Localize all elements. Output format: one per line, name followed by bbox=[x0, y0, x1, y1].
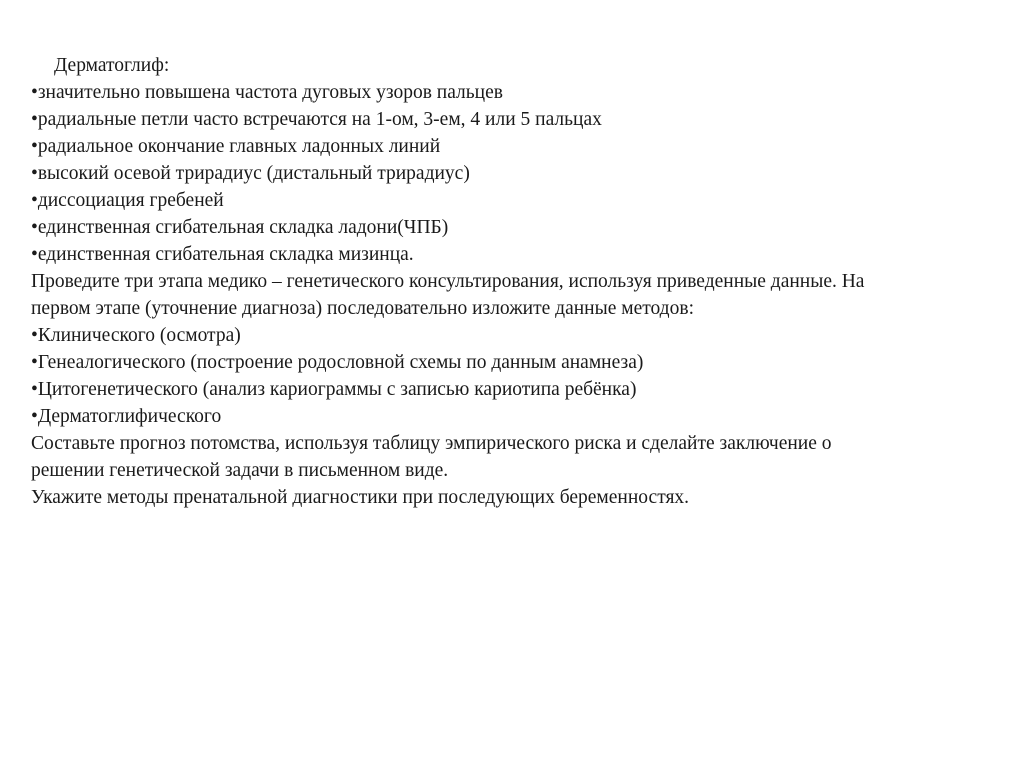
dermatoglyph-item: •диссоциация гребеней bbox=[31, 190, 224, 211]
method-item: •Клинического (осмотра) bbox=[31, 325, 241, 346]
task-instruction-line: Проведите три этапа медико – генетического консультирования, используя приведенные данные. На bbox=[31, 271, 865, 292]
task-instruction-line: первом этапе (уточнение диагноза) последовательно изложите данные методов: bbox=[31, 298, 694, 319]
forecast-instruction-line: Составьте прогноз потомства, используя таблицу эмпирического риска и сделайте заключение о bbox=[31, 433, 832, 454]
method-item: •Дерматоглифического bbox=[31, 406, 222, 427]
method-item: •Генеалогического (построение родословной схемы по данным анамнеза) bbox=[31, 352, 644, 373]
dermatoglyph-item: •единственная сгибательная складка мизинца. bbox=[31, 244, 414, 265]
dermatoglyph-item: •высокий осевой трирадиус (дистальный трирадиус) bbox=[31, 163, 470, 184]
slide-text-block bbox=[31, 52, 1001, 511]
dermatoglyph-item: •радиальные петли часто встречаются на 1-ом, 3-ем, 4 или 5 пальцах bbox=[31, 109, 602, 130]
method-item: •Цитогенетического (анализ кариограммы с записью кариотипа ребёнка) bbox=[31, 379, 637, 400]
dermatoglyph-item: •единственная сгибательная складка ладони(ЧПБ) bbox=[31, 217, 449, 238]
forecast-instruction-line: решении генетической задачи в письменном виде. bbox=[31, 460, 449, 481]
dermatoglyph-item: •радиальное окончание главных ладонных линий bbox=[31, 136, 441, 157]
dermatoglyph-heading: Дерматоглиф: bbox=[54, 55, 170, 76]
prenatal-instruction-line: Укажите методы пренатальной диагностики при последующих беременностях. bbox=[31, 487, 690, 508]
dermatoglyph-item: •значительно повышена частота дуговых узоров пальцев bbox=[31, 82, 503, 103]
